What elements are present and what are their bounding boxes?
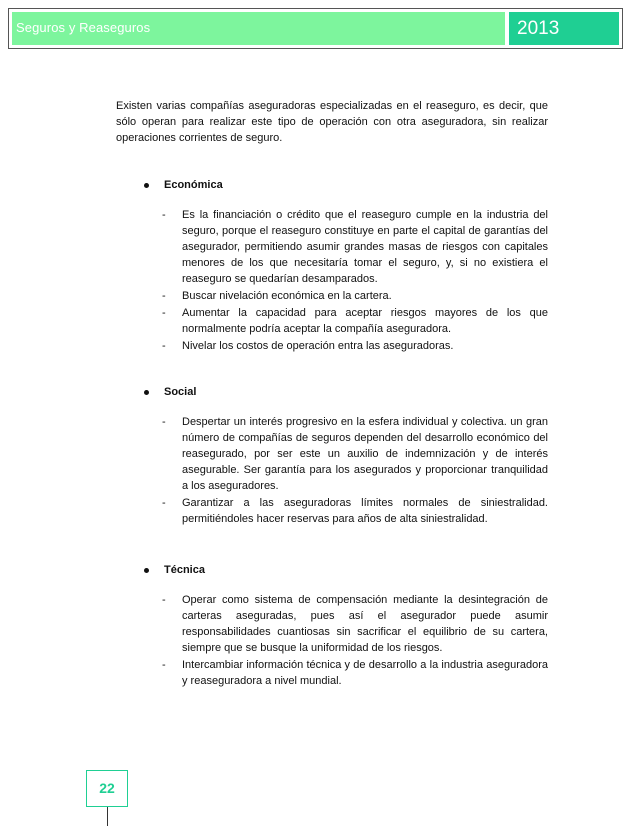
bullet-icon: [144, 568, 149, 573]
header-year-bar: [509, 12, 619, 45]
section-items: [116, 592, 556, 689]
header-title-bar: [12, 12, 505, 45]
list-item: - Garantizar a las aseguradoras límites normales de siniestralidad. permitiéndoles hacer reservas para años de alta siniestralidad.: [162, 497, 548, 525]
page-number: 22: [99, 780, 115, 796]
section-heading: [116, 384, 556, 400]
list-item: - Aumentar la capacidad para aceptar riesgos mayores de los que normalmente podría aceptar la compañía aseguradora.: [162, 307, 548, 335]
bullet-icon: [144, 183, 149, 188]
section-items: [116, 414, 556, 527]
document-title: Seguros y Reaseguros: [16, 20, 151, 35]
list-item: - Nivelar los costos de operación entra las aseguradoras.: [162, 340, 454, 352]
section-heading: [116, 177, 556, 193]
intro-paragraph: Existen varias compañías aseguradoras especializadas en el reaseguro, es decir, que sólo operan para realizar este tipo de operación con otra aseguradora, sin realizar operaciones corrientes de seguro.: [116, 100, 548, 144]
list-item: - Buscar nivelación económica en la cartera.: [162, 290, 392, 302]
section-tecnica: [116, 562, 556, 690]
document-year: 2013: [517, 18, 560, 39]
intro-block: [116, 98, 548, 146]
page-number-box: [86, 770, 128, 807]
section-title: Social: [164, 386, 197, 398]
list-item: - Operar como sistema de compensación mediante la desintegración de carteras aseguradas, pues así el asegurador puede asumir responsabilidades cuantiosas sin sacrificar el equilibrio de su cartera, siempre que se busque la uniformidad de los riesgos.: [162, 594, 548, 654]
bullet-icon: [144, 390, 149, 395]
section-heading: [116, 562, 556, 578]
section-title: Económica: [164, 179, 223, 191]
list-item: - Despertar un interés progresivo en la esfera individual y colectiva. un gran número de compañías de seguros dependen del desarrollo económico del reasegurado, por ser este un auxilio de indemnización y de interés asegurable. Ser garantía para los asegurados y proporcionar tranquilidad a los aseguradores.: [162, 416, 548, 492]
section-social: [116, 384, 556, 528]
section-economica: [116, 177, 556, 355]
section-items: [116, 207, 556, 354]
page-number-line: [107, 807, 108, 826]
list-item: - Intercambiar información técnica y de desarrollo a la industria aseguradora y reaseguradora a nivel mundial.: [162, 659, 548, 687]
section-title: Técnica: [164, 564, 205, 576]
list-item: - Es la financiación o crédito que el reaseguro cumple en la industria del seguro, porque el reaseguro constituye en parte el capital de garantías del asegurador, permitiendo asumir grandes masas de riesgos con capitales menores de los que necesitaría tomar el seguro, y, si no existiera el reaseguro se quedarían desamparados.: [162, 209, 548, 285]
